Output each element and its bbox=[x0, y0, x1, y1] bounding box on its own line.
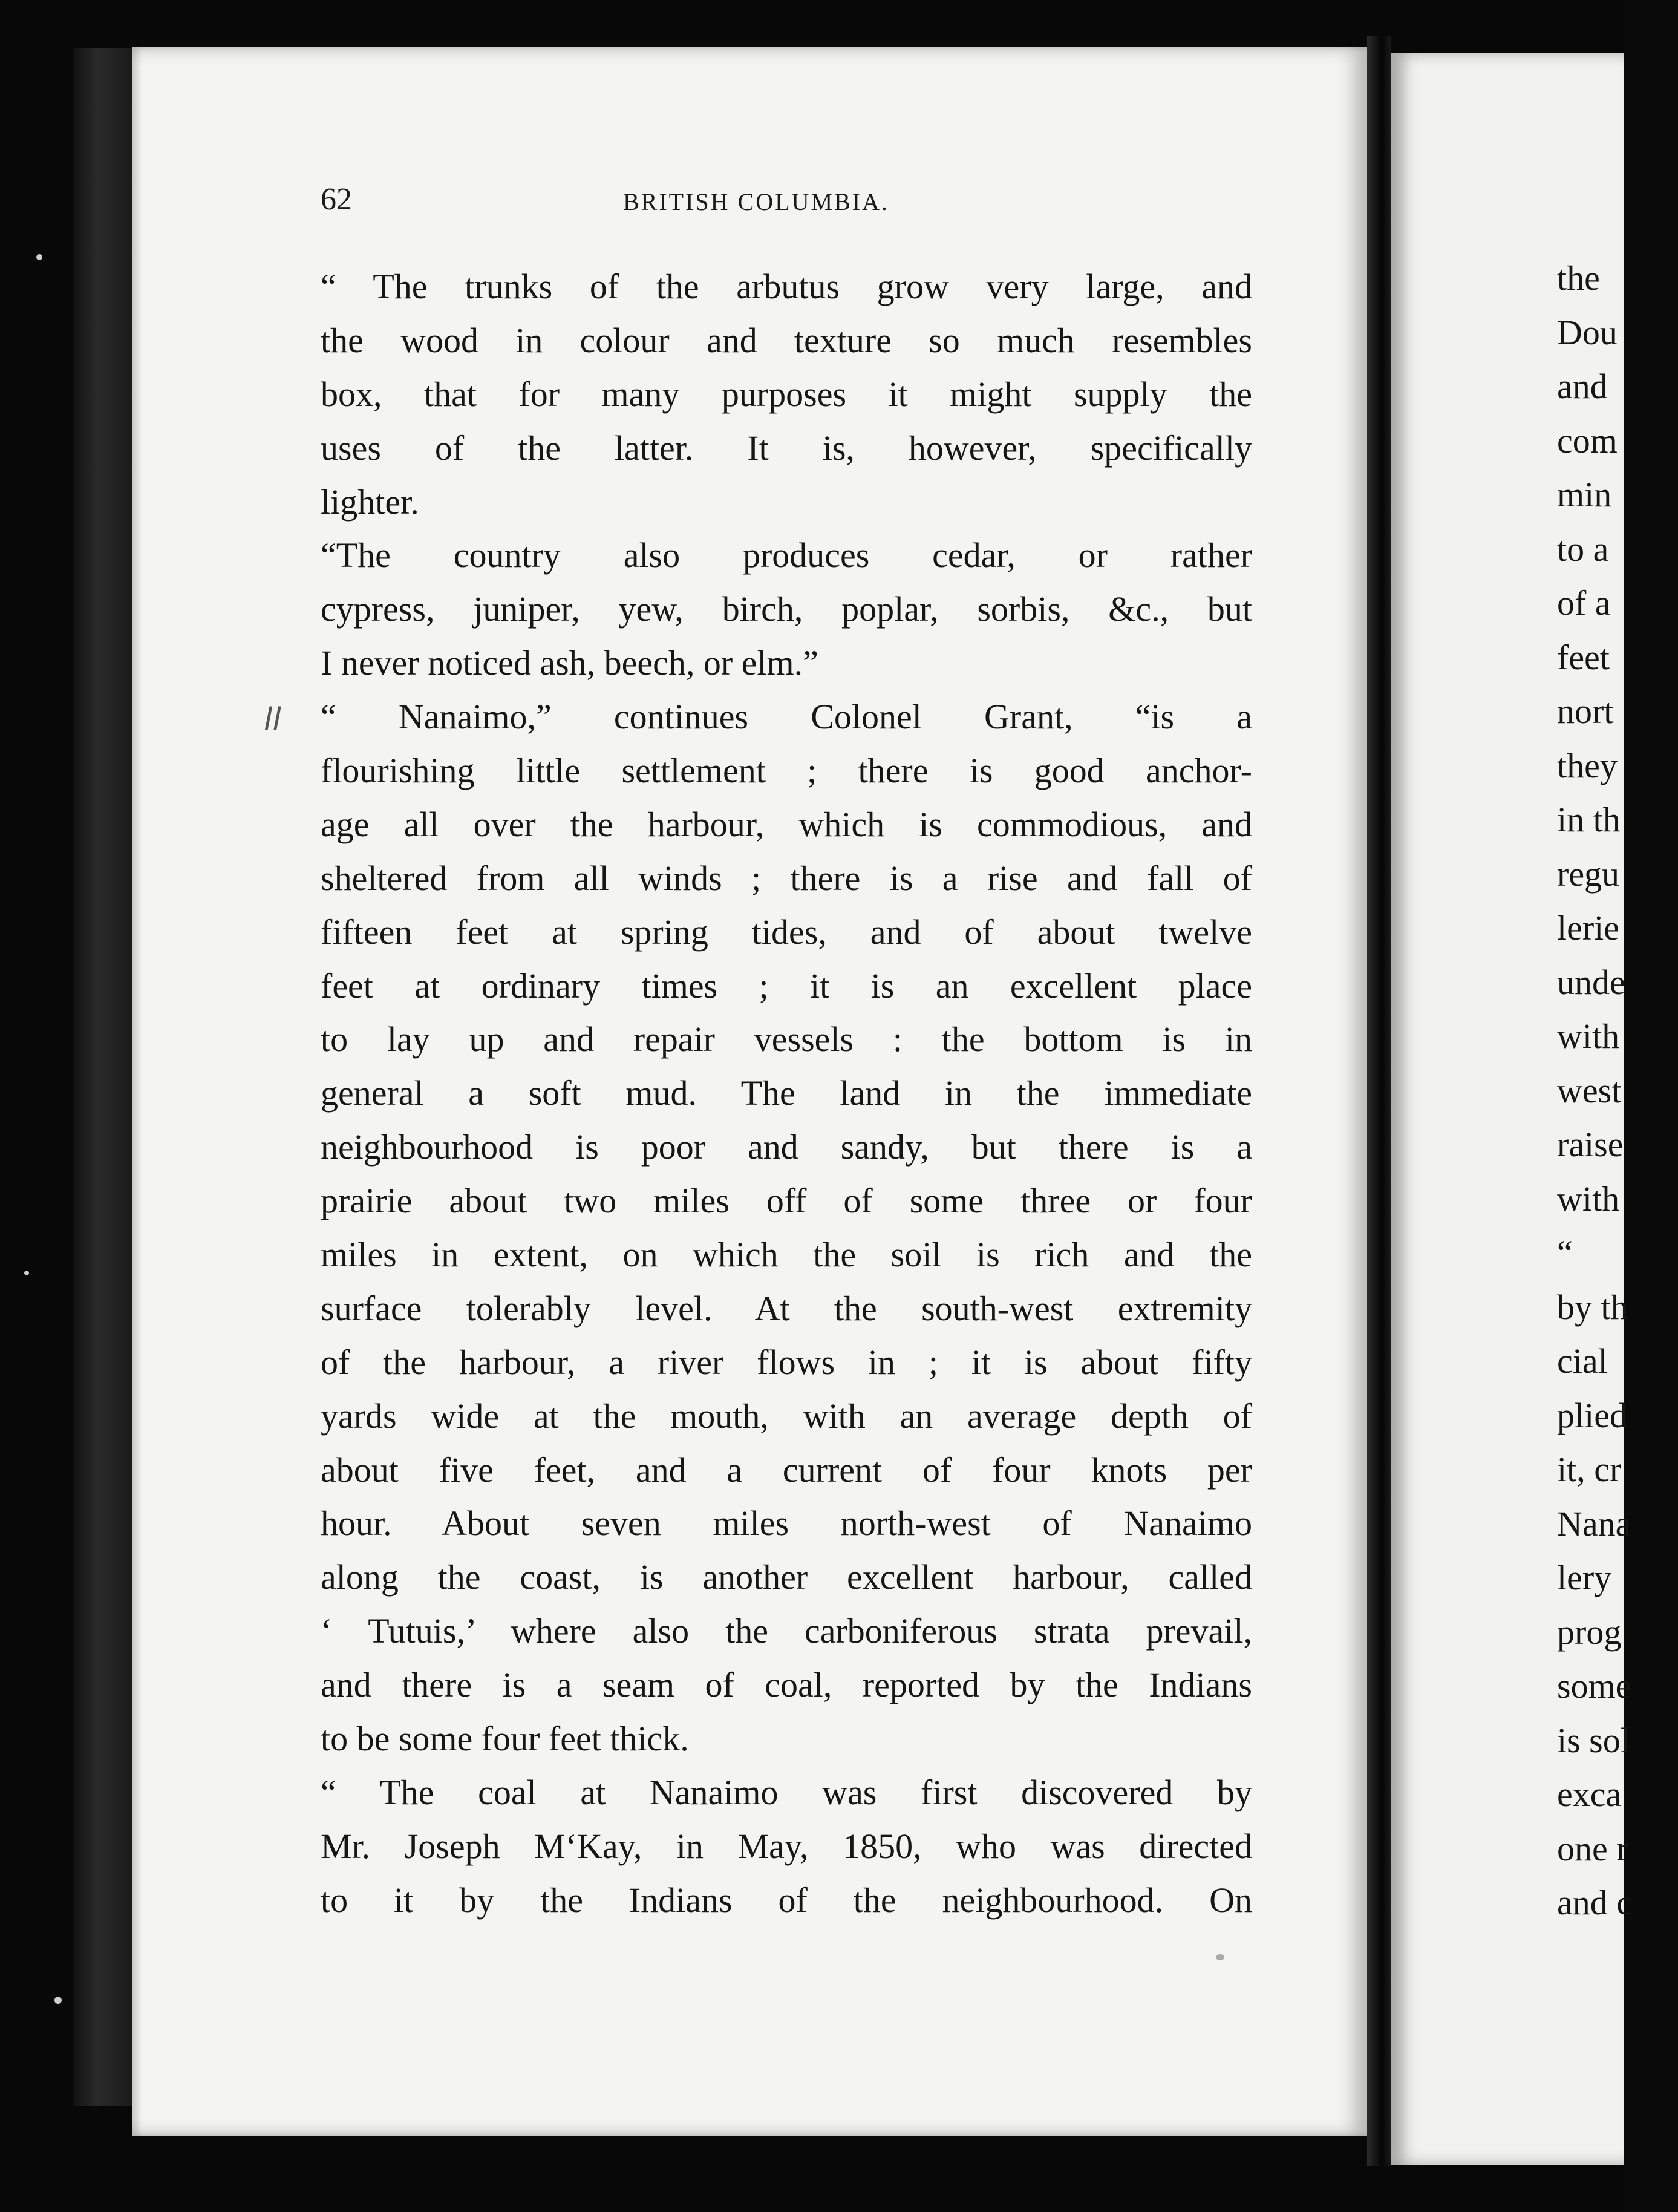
right-text-line: feet bbox=[1557, 637, 1610, 677]
text-line: to lay up and repair vessels : the bottom is in bbox=[321, 1019, 1252, 1059]
right-text-line: some bbox=[1557, 1666, 1631, 1706]
text-line: along the coast, is another excellent harbour, called bbox=[321, 1557, 1252, 1597]
right-text-line: prog bbox=[1557, 1612, 1622, 1652]
right-text-line: Nana bbox=[1557, 1504, 1631, 1543]
scan-speck bbox=[1216, 1954, 1224, 1960]
right-text-line: exca bbox=[1557, 1775, 1622, 1814]
text-line: neighbourhood is poor and sandy, but there is a bbox=[321, 1127, 1252, 1167]
text-line: the wood in colour and texture so much resembles bbox=[321, 320, 1252, 360]
text-line: Mr. Joseph M‘Kay, in May, 1850, who was directed bbox=[321, 1826, 1252, 1866]
right-text-line: west bbox=[1557, 1070, 1622, 1110]
text-line: prairie about two miles off of some three or four bbox=[321, 1181, 1252, 1221]
right-text-line: unde bbox=[1557, 962, 1625, 1002]
running-head: BRITISH COLUMBIA. bbox=[623, 188, 889, 215]
text-line: sheltered from all winds ; there is a rise and fall of bbox=[321, 858, 1252, 898]
text-line: “ The coal at Nanaimo was first discovered by bbox=[321, 1772, 1252, 1812]
right-text-line: raise bbox=[1557, 1125, 1624, 1164]
right-text-line: with bbox=[1557, 1016, 1620, 1056]
right-text-line: plied bbox=[1557, 1395, 1627, 1435]
scan-speck bbox=[36, 254, 42, 260]
text-line: “ Nanaimo,” continues Colonel Grant, “is a bbox=[321, 697, 1252, 737]
text-line: of the harbour, a river flows in ; it is about fifty bbox=[321, 1342, 1252, 1382]
right-text-line: the bbox=[1557, 258, 1600, 298]
right-text-line: in th bbox=[1557, 800, 1621, 839]
text-line: to it by the Indians of the neighbourhood. On bbox=[321, 1880, 1252, 1920]
right-text-line: one r bbox=[1557, 1828, 1628, 1868]
text-line: to be some four feet thick. bbox=[321, 1719, 689, 1759]
right-text-line: and bbox=[1557, 367, 1608, 406]
text-line: general a soft mud. The land in the immediate bbox=[321, 1073, 1252, 1113]
text-line: “The country also produces cedar, or rather bbox=[321, 535, 1252, 575]
text-line: ‘ Tutuis,’ where also the carboniferous strata prevail, bbox=[321, 1611, 1252, 1651]
left-page-edge bbox=[73, 48, 133, 2106]
text-line: yards wide at the mouth, with an average depth of bbox=[321, 1396, 1252, 1436]
text-line: fifteen feet at spring tides, and of about twelve bbox=[321, 912, 1252, 952]
right-text-line: lery bbox=[1557, 1558, 1612, 1597]
right-text-line: to a bbox=[1557, 529, 1609, 569]
right-text-line: “ bbox=[1557, 1233, 1573, 1272]
page-header bbox=[321, 182, 1261, 224]
text-line: box, that for many purposes it might supply the bbox=[321, 374, 1252, 414]
right-page-text bbox=[1557, 251, 1678, 1930]
right-text-line: nort bbox=[1557, 692, 1614, 731]
right-text-line: lerie bbox=[1557, 908, 1620, 947]
right-text-line: is sol bbox=[1557, 1720, 1630, 1760]
text-line: miles in extent, on which the soil is rich and the bbox=[321, 1235, 1252, 1275]
body-text bbox=[321, 260, 1252, 1928]
margin-annotation: ll bbox=[264, 702, 281, 738]
text-line: cypress, juniper, yew, birch, poplar, sorbis, &c., but bbox=[321, 589, 1252, 629]
text-line: uses of the latter. It is, however, specifically bbox=[321, 428, 1252, 468]
right-text-line: of a bbox=[1557, 583, 1611, 623]
text-line: about five feet, and a current of four knots per bbox=[321, 1450, 1252, 1490]
text-line: flourishing little settlement ; there is good anchor- bbox=[321, 751, 1252, 791]
right-text-line: they bbox=[1557, 745, 1618, 785]
scan-speck bbox=[54, 1997, 62, 2004]
right-text-line: with bbox=[1557, 1179, 1620, 1219]
right-text-line: it, cr bbox=[1557, 1450, 1622, 1489]
text-line: age all over the harbour, which is commodious, and bbox=[321, 804, 1252, 844]
book-spine bbox=[1367, 36, 1391, 2166]
right-text-line: cial bbox=[1557, 1341, 1608, 1381]
page-number: 62 bbox=[321, 182, 352, 217]
text-line: lighter. bbox=[321, 482, 419, 522]
text-line: and there is a seam of coal, reported by the Indians bbox=[321, 1665, 1252, 1705]
right-text-line: and c bbox=[1557, 1883, 1632, 1922]
right-text-line: by th bbox=[1557, 1287, 1628, 1327]
text-line: I never noticed ash, beech, or elm.” bbox=[321, 643, 818, 683]
right-text-line: min bbox=[1557, 475, 1612, 514]
text-line: surface tolerably level. At the south-west extremity bbox=[321, 1288, 1252, 1328]
text-line: feet at ordinary times ; it is an excellent place bbox=[321, 966, 1252, 1006]
right-text-line: regu bbox=[1557, 854, 1620, 894]
text-line: “ The trunks of the arbutus grow very large, and bbox=[321, 267, 1252, 306]
scan-speck bbox=[24, 1271, 29, 1275]
text-line: hour. About seven miles north-west of Nanaimo bbox=[321, 1504, 1252, 1543]
right-text-line: Dou bbox=[1557, 312, 1618, 352]
right-text-line: com bbox=[1557, 420, 1618, 460]
